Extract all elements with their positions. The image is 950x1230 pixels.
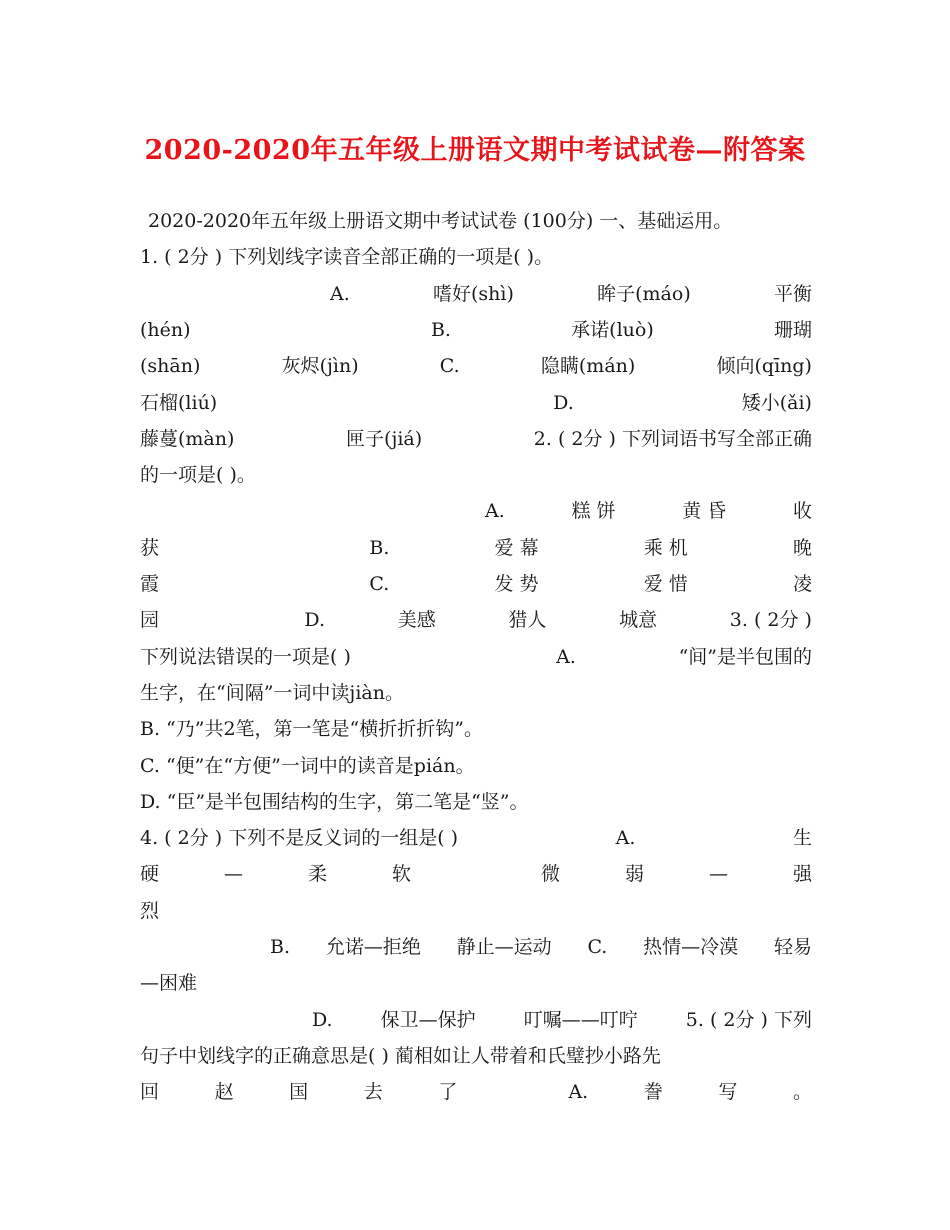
text-segment: 软 <box>391 863 411 886</box>
text-segment: 保卫—保护 <box>380 1008 476 1031</box>
text-segment: 隐瞒(mán) <box>540 355 636 378</box>
text-line <box>140 784 812 820</box>
text-segment: 石榴(liú) <box>140 391 218 414</box>
text-segment: 微 <box>540 863 560 886</box>
text-segment: 爱 惜 <box>643 573 688 595</box>
text-line <box>140 820 812 856</box>
text-segment: 去 <box>363 1081 383 1104</box>
text-segment: (hén) <box>140 318 191 341</box>
text-line <box>140 312 812 348</box>
text-segment: 赵 <box>214 1081 234 1104</box>
text-segment: A. <box>485 500 505 523</box>
text-line <box>140 1074 812 1110</box>
text-segment: 承诺(luò) <box>571 318 654 341</box>
text-segment: D. <box>312 1008 333 1031</box>
text-segment: — <box>224 863 243 886</box>
text-segment: 生字，在“间隔”一词中读jiàn。 <box>140 681 404 704</box>
text-segment: 凌 <box>792 573 812 595</box>
text-line <box>148 203 812 239</box>
text-segment: 乘 机 <box>643 536 688 559</box>
text-segment: 眸子(máo) <box>597 282 691 305</box>
text-segment: 黄 昏 <box>682 500 727 523</box>
text-segment: C. “便”在“方便”一词中的读音是pián。 <box>140 754 475 777</box>
text-line <box>140 893 812 929</box>
text-segment: 平衡 <box>773 282 812 305</box>
text-segment: D. <box>553 391 574 414</box>
text-segment: 誊 <box>643 1081 663 1104</box>
text-segment: 2020-2020年五年级上册语文期中考试试卷 (100分) 一、基础运用。 <box>148 210 733 232</box>
text-segment: D. “臣”是半包围结构的生字，第二笔是“竖”。 <box>140 790 529 813</box>
text-line <box>140 748 812 784</box>
text-segment: A. <box>615 827 636 850</box>
text-segment: 强 <box>792 863 812 886</box>
text-segment: B. <box>270 936 291 958</box>
text-segment: A. <box>556 645 576 668</box>
text-line <box>140 1038 812 1074</box>
text-segment: 回 <box>140 1081 160 1104</box>
text-segment: 收 <box>792 500 812 523</box>
text-segment: 句子中划线字的正确意思是( ) 蔺相如让人带着和氏璧抄小路先 <box>140 1044 661 1067</box>
text-segment: 3. ( 2分 ) <box>729 609 812 632</box>
text-line <box>485 493 812 529</box>
text-line <box>140 856 812 892</box>
text-segment: 倾向(qīng) <box>716 355 812 378</box>
text-segment: D. <box>304 609 325 632</box>
text-line <box>140 239 812 275</box>
text-segment: 爱 幕 <box>494 536 539 559</box>
text-segment: 猎人 <box>508 609 547 632</box>
text-segment: 弱 <box>624 863 644 886</box>
text-segment: B. <box>430 318 451 341</box>
text-line <box>140 566 812 602</box>
text-segment: 轻易 <box>773 936 812 958</box>
text-line <box>140 965 812 1001</box>
text-segment: 了 <box>438 1081 458 1104</box>
text-segment: 2. ( 2分 ) 下列词语书写全部正确 <box>533 427 812 450</box>
text-segment: A. <box>330 282 350 305</box>
text-segment: 叮嘱——叮咛 <box>523 1008 638 1031</box>
text-line <box>140 639 812 675</box>
text-line <box>330 276 812 312</box>
text-segment: 。 <box>792 1081 812 1104</box>
text-segment: 藤蔓(màn) <box>140 427 235 450</box>
text-segment: C. <box>369 573 390 595</box>
text-segment: 的一项是( )。 <box>140 464 256 487</box>
document-title: 2020-2020年五年级上册语文期中考试试卷—附答案 <box>144 135 806 166</box>
text-segment: 1. ( 2分 ) 下列划线字读音全部正确的一项是( )。 <box>140 246 554 269</box>
text-segment: 匣子(jiá) <box>346 427 423 450</box>
text-segment: —困难 <box>140 972 198 995</box>
text-segment: 热情—冷漠 <box>643 936 739 958</box>
text-segment: 烈 <box>140 899 160 922</box>
text-line <box>270 929 812 965</box>
text-segment: 允诺—拒绝 <box>325 936 421 958</box>
text-segment: “间”是半包围的 <box>678 645 812 668</box>
text-segment: A. <box>568 1081 589 1104</box>
text-segment: 国 <box>289 1081 309 1104</box>
text-segment: 写 <box>718 1081 738 1104</box>
text-segment: 发 势 <box>494 573 539 595</box>
text-segment: C. <box>439 355 460 378</box>
text-segment: 灰烬(jìn) <box>281 355 359 378</box>
text-line <box>140 348 812 384</box>
text-line <box>312 1002 812 1038</box>
text-segment: C. <box>587 936 608 958</box>
text-segment: 晚 <box>792 536 812 559</box>
text-segment: 生 <box>792 827 812 850</box>
text-segment: 硬 <box>140 863 160 886</box>
text-segment: 矮小(ǎi) <box>741 391 812 414</box>
text-segment: 静止—运动 <box>456 936 552 958</box>
text-segment: 霞 <box>140 573 160 595</box>
text-line <box>140 675 812 711</box>
text-segment: 城意 <box>619 609 658 632</box>
text-segment: 柔 <box>307 863 327 886</box>
text-segment: 4. ( 2分 ) 下列不是反义词的一组是( ) <box>140 827 459 850</box>
text-segment: — <box>708 863 728 886</box>
text-line <box>140 421 812 457</box>
text-segment: B. <box>369 536 390 559</box>
text-segment: 美感 <box>397 609 436 632</box>
text-segment: 园 <box>140 609 160 632</box>
text-line <box>140 385 812 421</box>
text-line <box>140 602 812 638</box>
text-segment: 下列说法错误的一项是( ) <box>140 645 351 668</box>
text-segment: 珊瑚 <box>773 318 812 341</box>
text-line <box>140 530 812 566</box>
text-segment: 嗜好(shì) <box>433 282 514 305</box>
text-line <box>140 457 812 493</box>
text-segment: 获 <box>140 536 160 559</box>
text-line <box>140 711 812 747</box>
text-segment: 糕 饼 <box>571 500 616 523</box>
text-segment: B. “乃”共2笔，第一笔是“横折折折钩”。 <box>140 718 483 741</box>
text-segment: 5. ( 2分 ) 下列 <box>685 1008 812 1031</box>
text-segment: (shān) <box>140 355 201 378</box>
